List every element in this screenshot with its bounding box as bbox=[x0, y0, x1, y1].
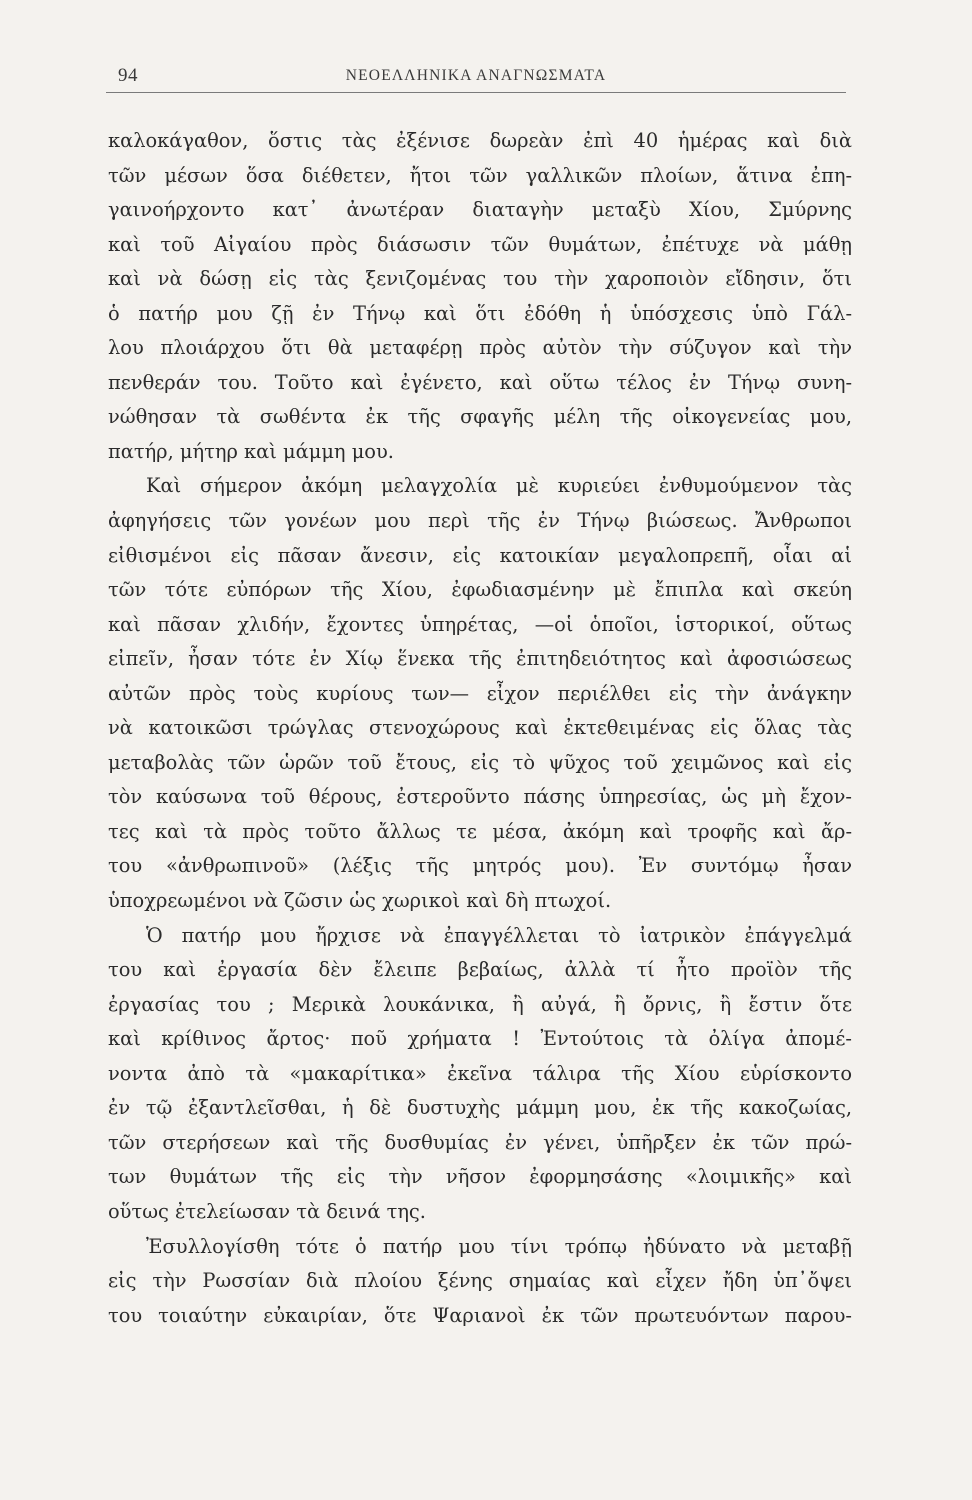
text-line: τες καὶ τὰ πρὸς τοῦτο ἄλλως τε μέσα, ἀκόμη καὶ τροφῆς καὶ ἄρ- bbox=[108, 819, 852, 843]
text-line: ὁ πατήρ μου ζῇ ἐν Τήνῳ καὶ ὅτι ἐδόθη ἡ ὑπόσχεσις ὑπὸ Γάλ- bbox=[108, 301, 852, 325]
text-line: τῶν τότε εὐπόρων τῆς Χίου, ἐφωδιασμένην μὲ ἔπιπλα καὶ σκεύη bbox=[108, 578, 852, 602]
body-text bbox=[108, 124, 852, 1333]
text-line: νοντα ἀπὸ τὰ «μακαρίτικα» ἐκεῖνα τάλιρα τῆς Χίου εὑρίσκοντο bbox=[108, 1061, 852, 1085]
text-line: τὸν καύσωνα τοῦ θέρους, ἐστεροῦντο πάσης ὑπηρεσίας, ὡς μὴ ἔχον- bbox=[108, 785, 852, 809]
text-line: τῶν στερήσεων καὶ τῆς δυσθυμίας ἐν γένει, ὑπῆρξεν ἐκ τῶν πρώ- bbox=[108, 1130, 852, 1154]
text-line: ἐργασίας του ; Μερικὰ λουκάνικα, ἢ αὐγά, ἢ ὄρνις, ἢ ἔστιν ὅτε bbox=[108, 992, 852, 1016]
text-line: τῶν μέσων ὅσα διέθετεν, ἤτοι τῶν γαλλικῶν πλοίων, ἅτινα ἐπη- bbox=[108, 163, 852, 187]
running-title: ΝΕΟΕΛΛΗΝΙΚΑ ΑΝΑΓΝΩΣΜΑΤΑ bbox=[345, 67, 607, 84]
text-line: εἰθισμένοι εἰς πᾶσαν ἄνεσιν, εἰς κατοικίαν μεγαλοπρεπῆ, οἷαι αἱ bbox=[108, 543, 852, 567]
text-line: εἰπεῖν, ἦσαν τότε ἐν Χίῳ ἕνεκα τῆς ἐπιτηδειότητος καὶ ἀφοσιώσεως bbox=[108, 647, 852, 671]
text-line: του καὶ ἐργασία δὲν ἔλειπε βεβαίως, ἀλλὰ τί ἦτο προϊὸν τῆς bbox=[108, 958, 852, 982]
text-line: νὰ κατοικῶσι τρώγλας στενοχώρους καὶ ἐκτεθειμένας εἰς ὅλας τὰς bbox=[108, 716, 852, 740]
text-line: καὶ πᾶσαν χλιδήν, ἔχοντες ὑπηρέτας, —οἱ ὁποῖοι, ἱστορικοί, οὕτως bbox=[108, 612, 852, 636]
text-line: καὶ νὰ δώσῃ εἰς τὰς ξενιζομένας του τὴν χαροποιὸν εἴδησιν, ὅτι bbox=[108, 267, 852, 291]
text-line: Καὶ σήμερον ἀκόμη μελαγχολία μὲ κυριεύει ἐνθυμούμενον τὰς bbox=[146, 474, 852, 498]
text-line: εἰς τὴν Ρωσσίαν διὰ πλοίου ξένης σημαίας καὶ εἶχεν ἤδη ὑπ᾽ὄψει bbox=[108, 1269, 852, 1293]
text-line: ὑποχρεωμένοι νὰ ζῶσιν ὡς χωρικοὶ καὶ δὴ πτωχοί. bbox=[108, 889, 612, 913]
text-line: καλοκάγαθον, ὅστις τὰς ἐξένισε δωρεὰν ἐπὶ 40 ἡμέρας καὶ διὰ bbox=[108, 129, 852, 152]
page-header bbox=[106, 62, 846, 93]
text-line: νώθησαν τὰ σωθέντα ἐκ τῆς σφαγῆς μέλη τῆς οἰκογενείας μου, bbox=[108, 405, 852, 429]
text-line: του «ἀνθρωπινοῦ» (λέξις τῆς μητρός μου). Ἐν συντόμῳ ἦσαν bbox=[108, 854, 852, 878]
text-line: πατήρ, μήτηρ καὶ μάμμη μου. bbox=[108, 439, 394, 463]
text-line: καὶ τοῦ Αἰγαίου πρὸς διάσωσιν τῶν θυμάτων, ἐπέτυχε νὰ μάθῃ bbox=[108, 232, 852, 256]
text-line: των θυμάτων τῆς εἰς τὴν νῆσον ἐφορμησάσης «λοιμικῆς» καὶ bbox=[108, 1165, 852, 1189]
text-line: πενθεράν του. Τοῦτο καὶ ἐγένετο, καὶ οὕτω τέλος ἐν Τήνῳ συνη- bbox=[108, 370, 852, 394]
text-line: ἀφηγήσεις τῶν γονέων μου περὶ τῆς ἐν Τήνῳ βιώσεως. Ἄνθρωποι bbox=[108, 509, 852, 533]
text-line: λου πλοιάρχου ὅτι θὰ μεταφέρῃ πρὸς αὐτὸν τὴν σύζυγον καὶ τὴν bbox=[108, 336, 852, 360]
text-line: μεταβολὰς τῶν ὡρῶν τοῦ ἔτους, εἰς τὸ ψῦχος τοῦ χειμῶνος καὶ εἰς bbox=[108, 750, 852, 774]
text-line: αὐτῶν πρὸς τοὺς κυρίους των— εἶχον περιέλθει εἰς τὴν ἀνάγκην bbox=[108, 681, 852, 705]
text-line: καὶ κρίθινος ἄρτος· ποῦ χρήματα ! Ἐντούτοις τὰ ὀλίγα ἀπομέ- bbox=[108, 1027, 852, 1051]
text-line: ἐν τῷ ἐξαντλεῖσθαι, ἡ δὲ δυστυχὴς μάμμη μου, ἐκ τῆς κακοζωίας, bbox=[108, 1096, 852, 1120]
page-number: 94 bbox=[118, 65, 138, 86]
text-line: Ὁ πατήρ μου ἤρχισε νὰ ἐπαγγέλλεται τὸ ἰατρικὸν ἐπάγγελμά bbox=[146, 923, 852, 947]
text-line: γαινοήρχοντο κατ᾽ ἀνωτέραν διαταγὴν μεταξὺ Χίου, Σμύρνης bbox=[108, 198, 852, 222]
text-line: του τοιαύτην εὐκαιρίαν, ὅτε Ψαριανοὶ ἐκ τῶν πρωτευόντων παρου- bbox=[108, 1303, 852, 1327]
text-line: οὕτως ἐτελείωσαν τὰ δεινά της. bbox=[108, 1199, 426, 1223]
text-line: Ἐσυλλογίσθη τότε ὁ πατήρ μου τίνι τρόπῳ ἠδύνατο νὰ μεταβῇ bbox=[146, 1234, 852, 1258]
